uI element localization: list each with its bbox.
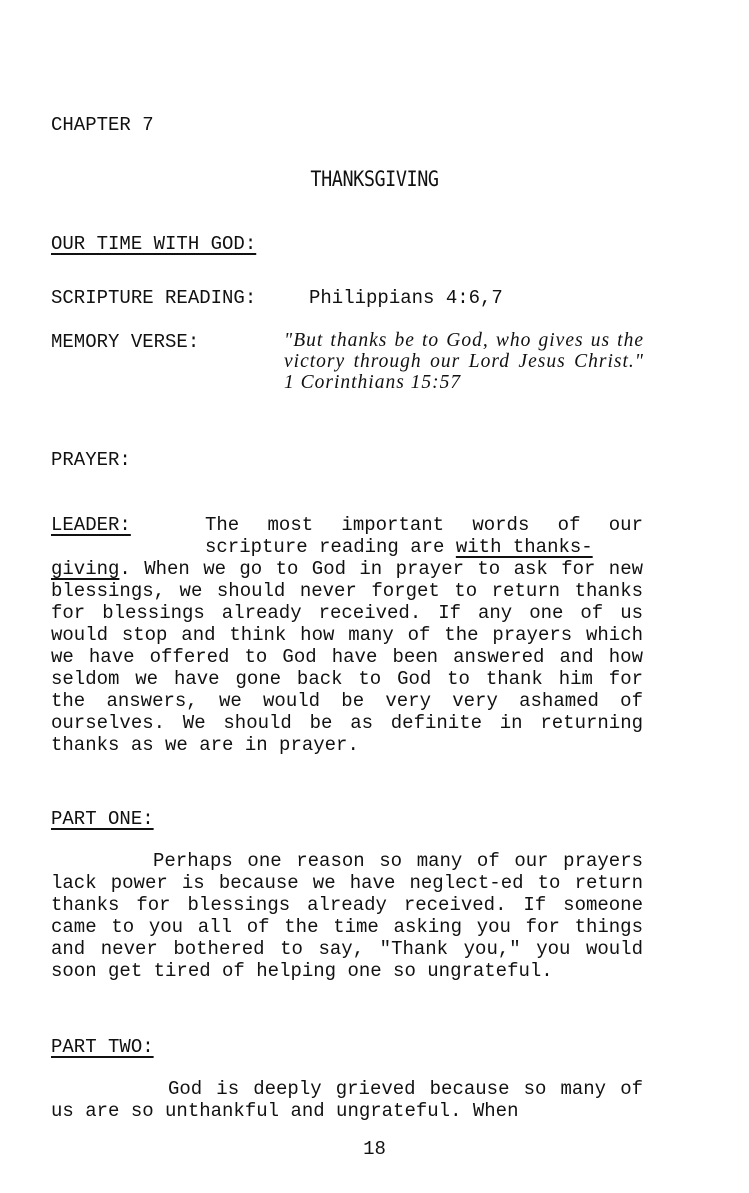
part-one-heading: PART ONE: — [51, 808, 154, 830]
prayer-heading: PRAYER: — [51, 449, 131, 471]
leader-rest-text: . When we go to God in prayer to ask for new blessings, we should never forget to return thanks for blessings already received. If any one of us would stop and think how many of the prayers which we have offered to God have been answered and how seldom we have gone back to God to thank him for the answers, we would be very very ashamed of ourselves. We should be as definite in returning thanks as we are in prayer. — [51, 558, 643, 756]
scripture-reading-value: Philippians 4:6,7 — [309, 287, 503, 309]
part-two-heading: PART TWO: — [51, 1036, 154, 1058]
chapter-label: CHAPTER 7 — [51, 114, 154, 136]
part-one-body: Perhaps one reason so many of our prayers lack power is because we have neglect-ed to return thanks for blessings already received. If someone came to you all of the time asking you for things and never bothered to say, "Thank you," you would soon get tired of helping one so ungrateful. — [51, 850, 643, 982]
leader-emphasis-a: with thanks- — [455, 536, 593, 558]
leader-paragraph-rest — [51, 558, 643, 756]
memory-verse-text: "But thanks be to God, who gives us the victory through our Lord Jesus Christ." 1 Corinthians 15:57 — [284, 330, 644, 393]
leader-paragraph-start — [205, 514, 643, 558]
part-two-body: God is deeply grieved because so many of us are so unthankful and ungrateful. When — [51, 1078, 643, 1122]
leader-label: LEADER: — [51, 514, 131, 536]
leader-emphasis-b: giving — [51, 558, 120, 580]
leader-first-lines: The most important words of our scripture reading are — [205, 514, 643, 558]
scripture-reading-label: SCRIPTURE READING: — [51, 287, 257, 309]
memory-verse-label: MEMORY VERSE: — [51, 331, 200, 353]
chapter-title: THANKSGIVING — [310, 167, 439, 191]
our-time-heading: OUR TIME WITH GOD: — [51, 233, 257, 255]
page-number: 18 — [363, 1138, 386, 1160]
